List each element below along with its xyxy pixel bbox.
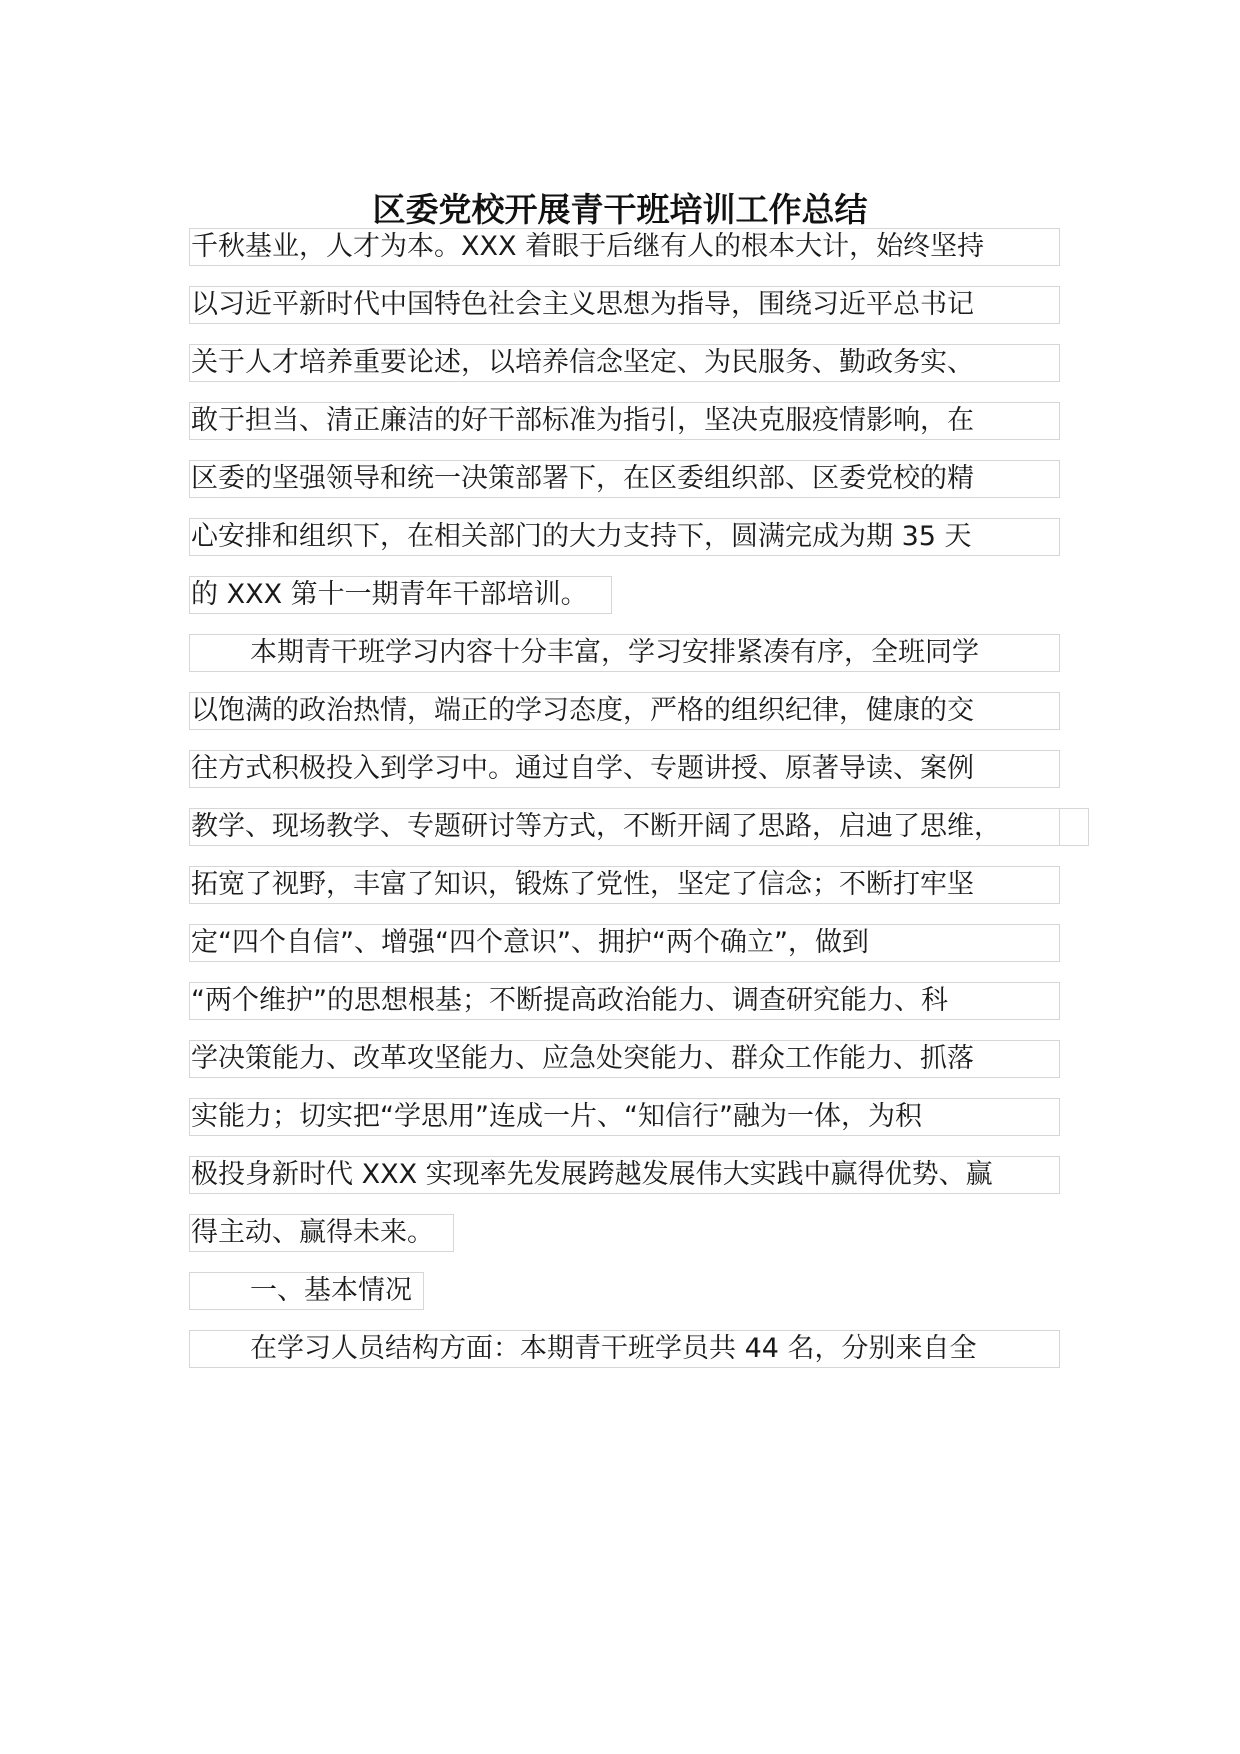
text-line: 以饱满的政治热情，端正的学习态度，严格的组织纪律，健康的交 — [189, 692, 1060, 730]
text-line: 敢于担当、清正廉洁的好干部标准为指引，坚决克服疫情影响，在 — [189, 402, 1060, 440]
text-line: 学决策能力、改革攻坚能力、应急处突能力、群众工作能力、抓落 — [189, 1040, 1060, 1078]
text-line: 教学、现场教学、专题研讨等方式，不断开阔了思路，启迪了思维， — [189, 808, 1060, 846]
text-line: 的 XXX 第十一期青年干部培训。 — [189, 576, 612, 614]
punctuation-overflow-box — [1059, 808, 1089, 846]
text-line: 实能力；切实把“学思用”连成一片、“知信行”融为一体，为积 — [189, 1098, 1060, 1136]
text-line: 区委的坚强领导和统一决策部署下，在区委组织部、区委党校的精 — [189, 460, 1060, 498]
text-line: 千秋基业，人才为本。XXX 着眼于后继有人的根本大计，始终坚持 — [189, 228, 1060, 266]
section-heading: 一、基本情况 — [189, 1272, 424, 1310]
text-line: 得主动、赢得未来。 — [189, 1214, 454, 1252]
text-line: 关于人才培养重要论述，以培养信念坚定、为民服务、勤政务实、 — [189, 344, 1060, 382]
document-title: 区委党校开展青干班培训工作总结 — [372, 190, 868, 229]
text-line: 往方式积极投入到学习中。通过自学、专题讲授、原著导读、案例 — [189, 750, 1060, 788]
text-line: 以习近平新时代中国特色社会主义思想为指导，围绕习近平总书记 — [189, 286, 1060, 324]
text-line: 极投身新时代 XXX 实现率先发展跨越发展伟大实践中赢得优势、赢 — [189, 1156, 1060, 1194]
text-line: 本期青干班学习内容十分丰富，学习安排紧凑有序，全班同学 — [189, 634, 1060, 672]
text-line: “两个维护”的思想根基；不断提高政治能力、调查研究能力、科 — [189, 982, 1060, 1020]
text-line: 定“四个自信”、增强“四个意识”、拥护“两个确立”，做到 — [189, 924, 1060, 962]
text-line: 心安排和组织下，在相关部门的大力支持下，圆满完成为期 35 天 — [189, 518, 1060, 556]
text-line: 在学习人员结构方面：本期青干班学员共 44 名，分别来自全 — [189, 1330, 1060, 1368]
text-line: 拓宽了视野，丰富了知识，锻炼了党性，坚定了信念；不断打牢坚 — [189, 866, 1060, 904]
